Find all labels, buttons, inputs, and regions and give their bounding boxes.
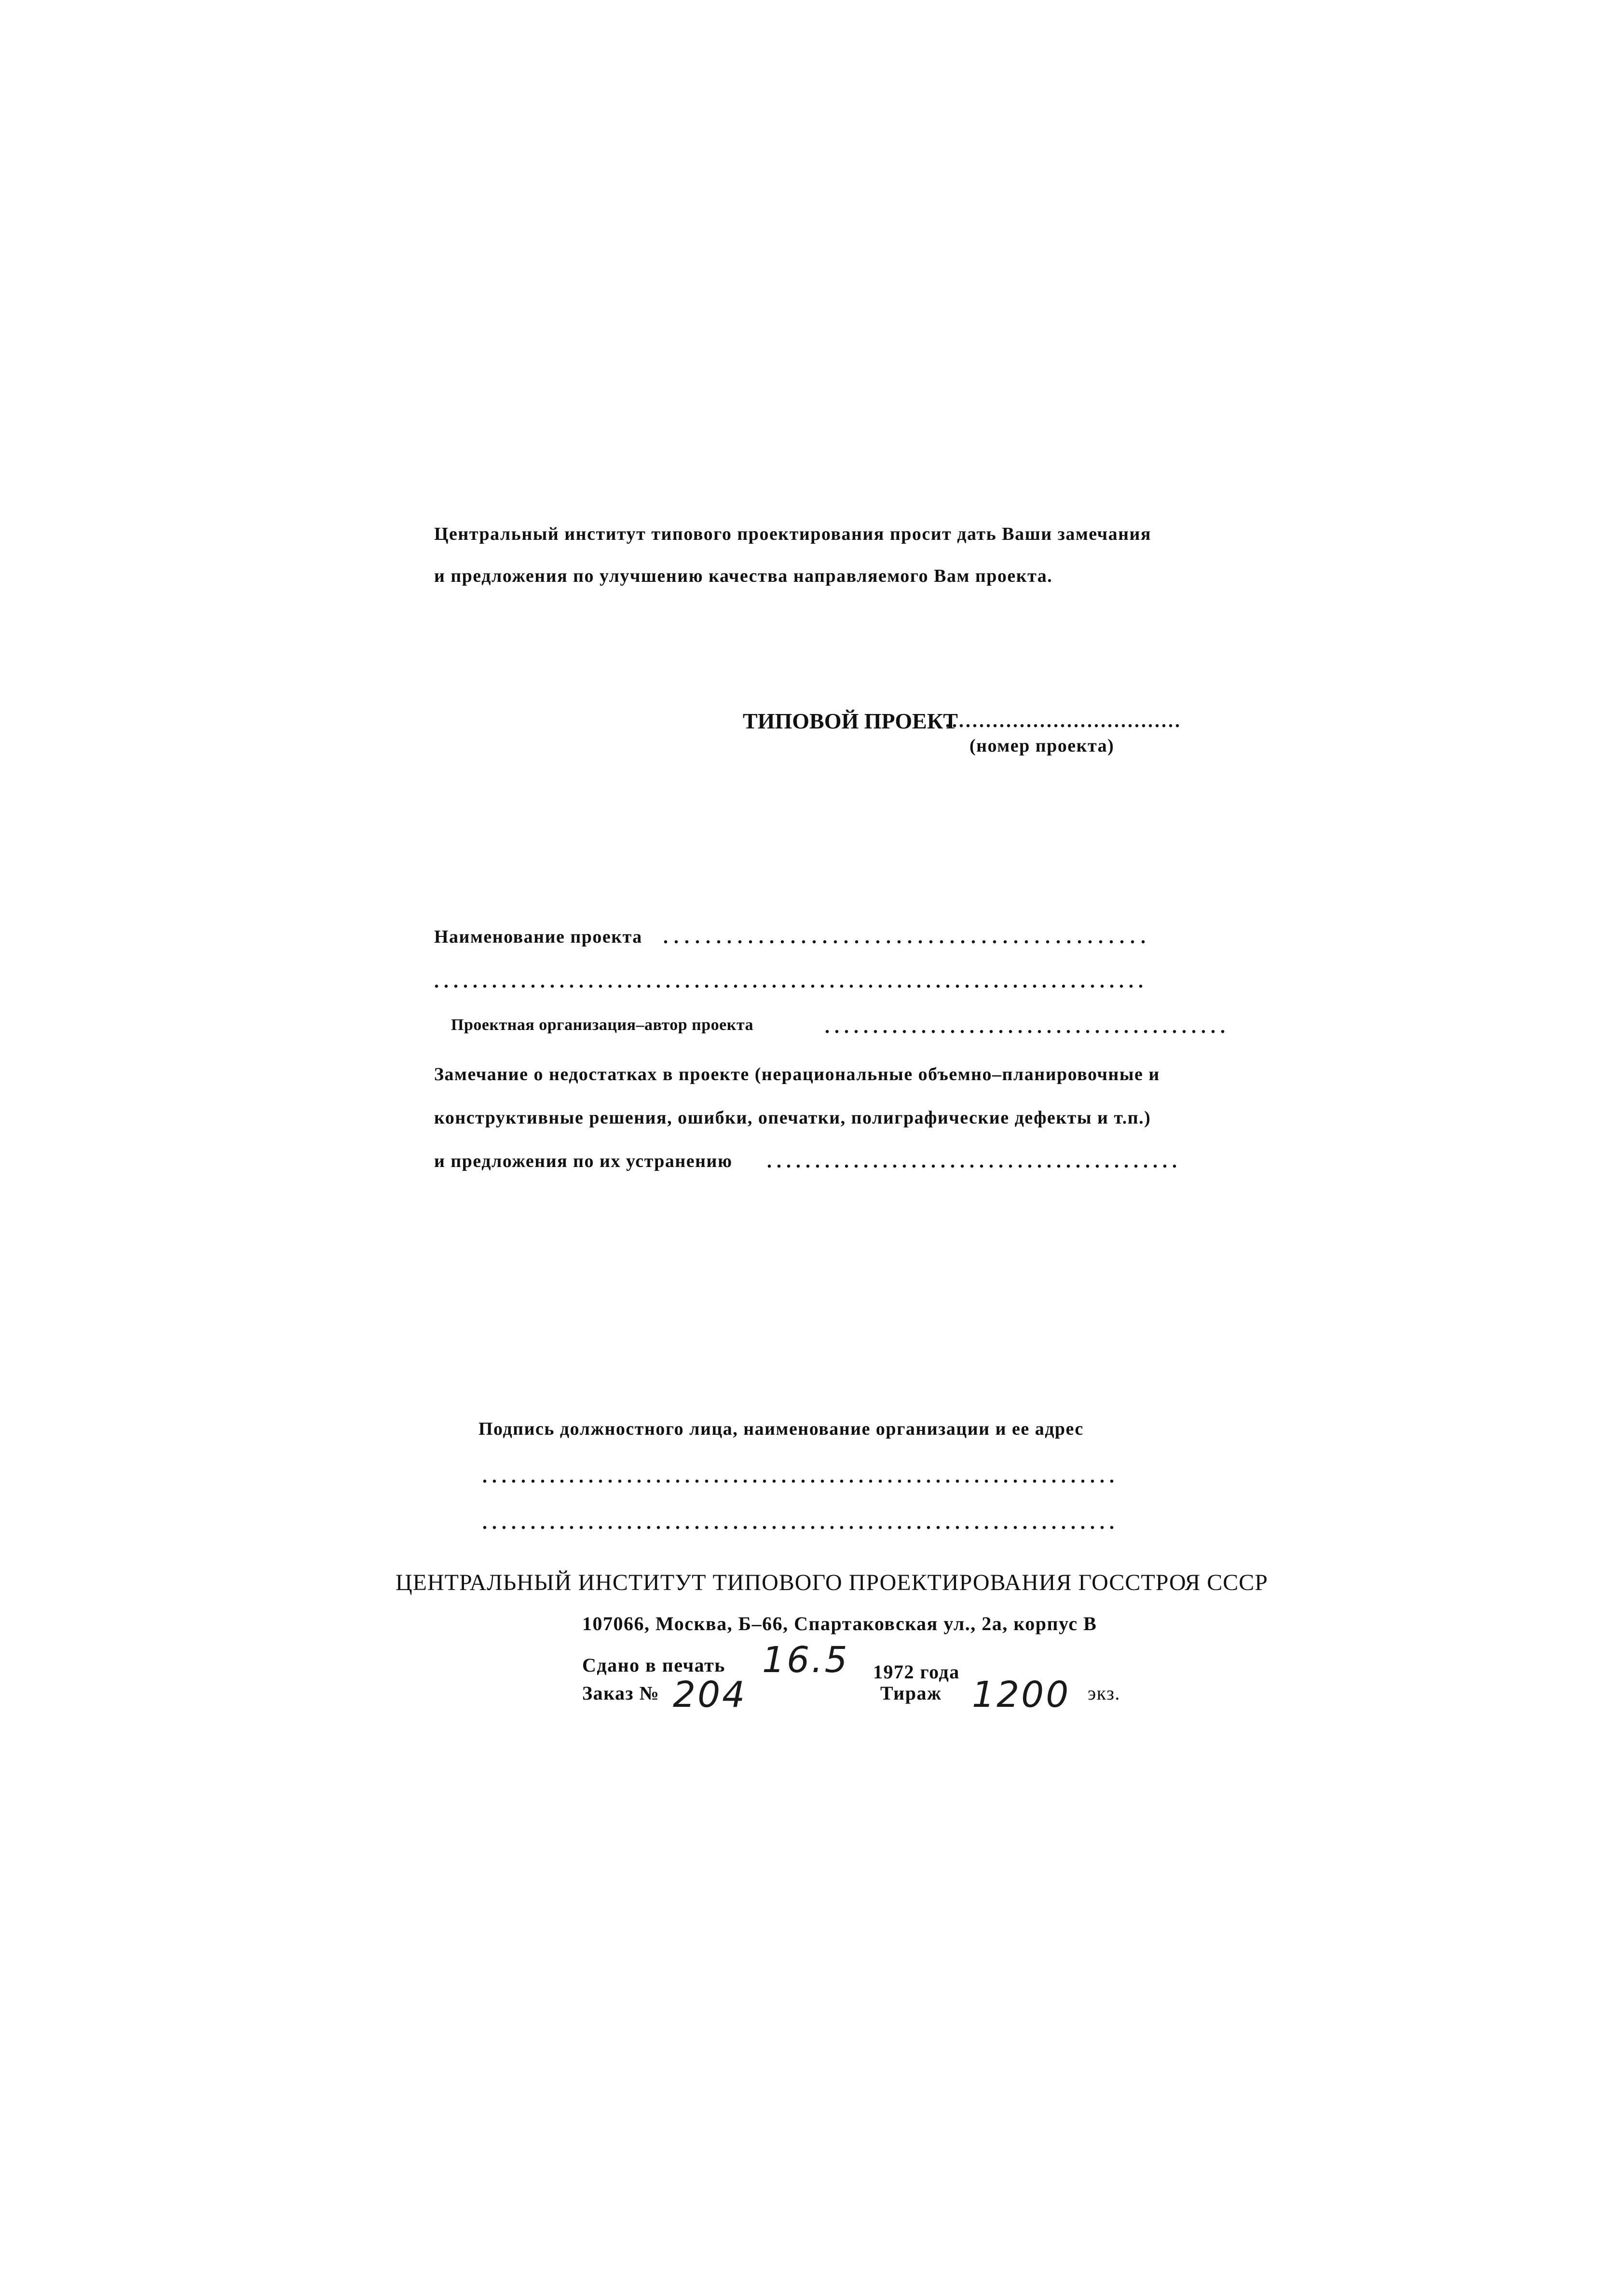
run-handwritten: 1200: [972, 1674, 1071, 1716]
project-name-label: Наименование проекта: [434, 927, 642, 947]
remark-field: ...........................................: [767, 1150, 1182, 1172]
order-label: Заказ №: [582, 1682, 660, 1704]
remark-line-1: Замечание о недостатках в проекте (нерациональные объемно–планировочные и: [434, 1064, 1160, 1085]
print-date-handwritten: 16.5: [762, 1639, 849, 1681]
remark-line-2: конструктивные решения, ошибки, опечатки, полиграфические дефекты и т.п.): [434, 1108, 1151, 1128]
remark-line-3: и предложения по их устранению: [434, 1151, 733, 1171]
print-date-label: Сдано в печать: [582, 1654, 725, 1676]
signature-label: Подпись должностного лица, наименование организации и ее адрес: [478, 1419, 1084, 1439]
project-number-field: ...................................: [945, 710, 1182, 731]
organization-field: ..........................................: [825, 1016, 1230, 1037]
signature-field-1: ..................................................................: [482, 1465, 1119, 1487]
print-year: 1972 года: [873, 1661, 960, 1683]
intro-line-1: Центральный институт типового проектирования просит дать Ваши замечания: [434, 524, 1151, 544]
signature-field-2: ..................................................................: [482, 1511, 1119, 1533]
imprint-institute: ЦЕНТРАЛЬНЫЙ ИНСТИТУТ ТИПОВОГО ПРОЕКТИРОВАНИЯ ГОССТРОЯ СССР: [396, 1570, 1268, 1595]
imprint-address: 107066, Москва, Б–66, Спартаковская ул., 2а, корпус В: [582, 1613, 1097, 1634]
order-handwritten: 204: [673, 1674, 747, 1716]
project-sublabel: (номер проекта): [969, 736, 1115, 756]
intro-line-2: и предложения по улучшению качества направляемого Вам проекта.: [434, 566, 1053, 586]
project-label: ТИПОВОЙ ПРОЕКТ: [743, 709, 958, 733]
run-label: Тираж: [880, 1682, 942, 1704]
organization-label: Проектная организация–автор проекта: [451, 1016, 753, 1034]
project-name-field-2: ..........................................................................: [434, 970, 1148, 992]
project-name-field: ..............................................: [663, 926, 1151, 947]
run-unit: экз.: [1088, 1682, 1120, 1704]
